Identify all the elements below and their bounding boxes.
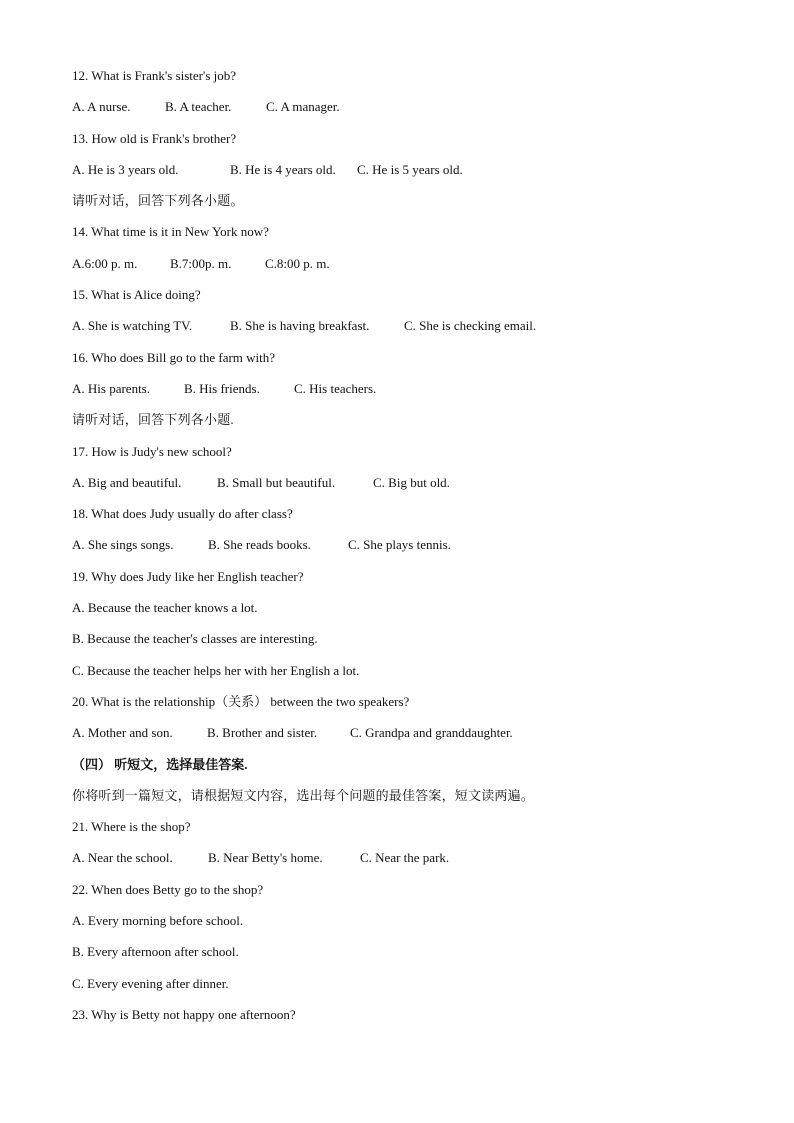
question-line xyxy=(72,223,752,254)
answer-options-row xyxy=(72,380,752,411)
answer-option: C.8:00 p. m. xyxy=(265,255,330,271)
question-text: B. Every afternoon after school. xyxy=(72,944,239,960)
question-text: 14. What time is it in New York now? xyxy=(72,224,269,240)
question-text: 18. What does Judy usually do after class? xyxy=(72,506,293,522)
answer-option: B. A teacher. xyxy=(165,99,232,115)
answer-option: B. She is having breakfast. xyxy=(230,318,370,334)
answer-option: A. She sings songs. xyxy=(72,537,174,553)
question-line xyxy=(72,881,752,912)
answer-options-row xyxy=(72,255,752,286)
answer-options-row xyxy=(72,849,752,880)
answer-option: B. Near Betty's home. xyxy=(208,850,323,866)
answer-option: B. Brother and sister. xyxy=(207,725,318,741)
question-line xyxy=(72,599,752,630)
question-text: 22. When does Betty go to the shop? xyxy=(72,881,264,897)
instruction-line xyxy=(72,787,752,818)
answer-options-row xyxy=(72,317,752,348)
question-list xyxy=(72,67,752,1037)
question-line xyxy=(72,443,752,474)
question-text: 23. Why is Betty not happy one afternoon? xyxy=(72,1006,296,1022)
instruction-text: 你将听到一篇短文，请根据短文内容，选出每个问题的最佳答案，短文读两遍。 xyxy=(72,787,535,803)
answer-option: C. She is checking email. xyxy=(404,318,537,334)
question-line xyxy=(72,818,752,849)
question-line xyxy=(72,693,752,724)
answer-option: B.7:00p. m. xyxy=(170,255,232,271)
question-line xyxy=(72,67,752,98)
question-line xyxy=(72,1006,752,1037)
answer-option: A. Mother and son. xyxy=(72,725,173,741)
answer-option: A.6:00 p. m. xyxy=(72,255,138,271)
answer-option: A. He is 3 years old. xyxy=(72,161,179,177)
answer-option: B. Small but beautiful. xyxy=(217,474,336,490)
answer-option: A. Near the school. xyxy=(72,850,173,866)
question-text: 17. How is Judy's new school? xyxy=(72,443,232,459)
answer-option: C. Grandpa and granddaughter. xyxy=(350,725,513,741)
exam-page xyxy=(72,67,752,1037)
question-line xyxy=(72,349,752,380)
question-text: 20. What is the relationship（关系） between the two speakers? xyxy=(72,693,410,709)
question-text: C. Because the teacher helps her with her English a lot. xyxy=(72,662,360,678)
question-text: 12. What is Frank's sister's job? xyxy=(72,68,237,83)
question-line xyxy=(72,286,752,317)
answer-option: C. She plays tennis. xyxy=(348,537,451,553)
answer-option: C. Big but old. xyxy=(373,474,450,490)
question-text: 19. Why does Judy like her English teacher? xyxy=(72,568,304,584)
section-heading xyxy=(72,756,752,787)
question-text: 13. How old is Frank's brother? xyxy=(72,130,237,146)
answer-options-row xyxy=(72,98,752,129)
question-text: B. Because the teacher's classes are interesting. xyxy=(72,631,318,647)
question-line xyxy=(72,912,752,943)
question-text: 21. Where is the shop? xyxy=(72,819,191,835)
question-line xyxy=(72,505,752,536)
question-text: A. Because the teacher knows a lot. xyxy=(72,600,258,616)
question-text: 16. Who does Bill go to the farm with? xyxy=(72,349,276,365)
answer-option: A. She is watching TV. xyxy=(72,318,193,334)
answer-option: B. She reads books. xyxy=(208,537,311,553)
question-line xyxy=(72,630,752,661)
question-line xyxy=(72,943,752,974)
question-line xyxy=(72,568,752,599)
answer-options-row xyxy=(72,161,752,192)
question-line xyxy=(72,975,752,1006)
question-line xyxy=(72,130,752,161)
instruction-line xyxy=(72,192,752,223)
answer-option: A. His parents. xyxy=(72,380,150,396)
section-heading-text: （四） 听短文，选择最佳答案. xyxy=(72,756,248,772)
question-line xyxy=(72,662,752,693)
answer-option: C. Near the park. xyxy=(360,850,450,866)
answer-option: C. He is 5 years old. xyxy=(357,161,463,177)
instruction-text: 请听对话，回答下列各小题. xyxy=(72,412,234,428)
answer-option: B. He is 4 years old. xyxy=(230,161,336,177)
instruction-line xyxy=(72,411,752,442)
question-text: A. Every morning before school. xyxy=(72,913,244,929)
answer-options-row xyxy=(72,724,752,755)
question-text: C. Every evening after dinner. xyxy=(72,975,229,991)
answer-option: B. His friends. xyxy=(184,380,260,396)
answer-option: C. A manager. xyxy=(266,99,340,115)
answer-option: A. A nurse. xyxy=(72,99,131,115)
question-text: 15. What is Alice doing? xyxy=(72,287,201,303)
answer-options-row xyxy=(72,474,752,505)
answer-option: A. Big and beautiful. xyxy=(72,474,182,490)
instruction-text: 请听对话，回答下列各小题。 xyxy=(72,193,244,209)
answer-option: C. His teachers. xyxy=(294,380,377,396)
answer-options-row xyxy=(72,536,752,567)
